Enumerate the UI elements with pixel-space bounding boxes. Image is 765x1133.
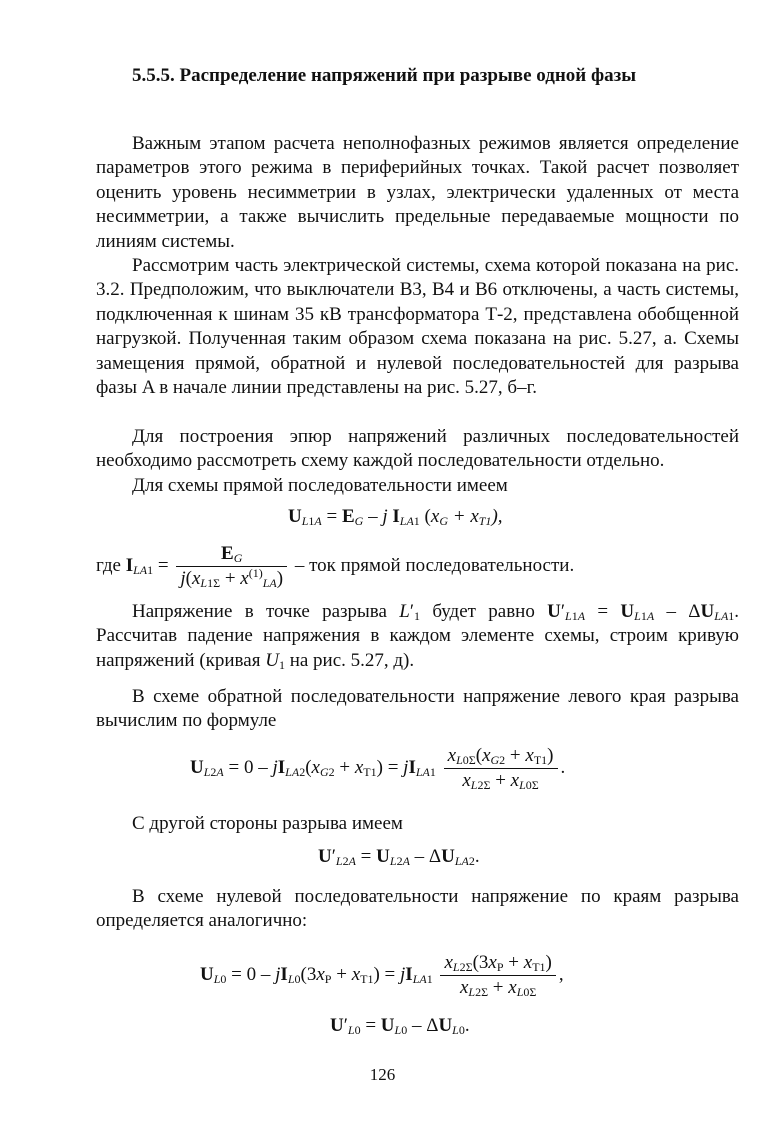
paragraph-zero-sequence: В схеме нулевой последовательности напряжение по краям разрыва определяется аналогично: xyxy=(96,886,739,932)
formula-u-l0-prime: $U'_{L0} = U_{L0} - \Delta U_{L0}$. xyxy=(330,1015,470,1037)
page-number: 126 xyxy=(369,1065,396,1084)
positive-current-label: – ток прямой последовательности. xyxy=(294,554,575,576)
paragraph-negative-sequence: В схеме обратной последовательности напряжение левого края разрыва вычислим по формуле xyxy=(96,686,739,732)
paragraph-system-description: Рассмотрим часть электрической системы, схема которой показана на рис. 3.2. Предположим, что выключатели В3, В4 и В6 отключены, а часть системы, подключенная к шинам 35 кВ трансформатора Т-2, представлена обобщенной нагрузкой. Полученная таким образом схема показана на рис. 5.27, а. Схемы замещения прямой, обратной и нулевой последовательностей для разрыва фазы A в начале линии представлены на рис. 5.27, б–г. xyxy=(96,255,739,399)
paragraph-other-side: С другой стороны разрыва имеем xyxy=(132,813,403,834)
formula-i-la1-line: где $I_{LA1}$ = $\frac{E_G}{j(x_{L1\Sigma} + x^{(1)}_{LA})}$ – ток прямой последовательности. xyxy=(96,543,575,590)
fraction-i-la1: $\frac{E_G}{j(x_{L1\Sigma} + x^{(1)}_{LA})}$ xyxy=(176,543,287,590)
fraction-u-l2a: $\frac{x_{L0\Sigma}(x_{G2} + x_{T1})}{x_{L2\Sigma} + x_{L0\Sigma}}$ xyxy=(444,745,558,792)
section-heading: 5.5.5. Распределение напряжений при разрыве одной фазы xyxy=(132,65,637,86)
formula-u-l0: $U_{L0} = 0 - jI_{L0}(3x_P + x_{T1}) = jI_{LA1}$ $\frac{x_{L2\Sigma}(3x_P + x_{T1})}{x_{L2\Sigma} + x_{L0\Sigma}}$ , xyxy=(200,952,564,999)
where-label: где xyxy=(96,554,121,576)
paragraph-positive-sequence: Для схемы прямой последовательности имеем xyxy=(132,475,508,496)
paragraph-intro: Важным этапом расчета неполнофазных режимов является определение параметров этого режима в периферийных точках. Такой расчет позволяет оценить уровень несимметрии в узлах, электрически удаленных от места несимметрии, а также вычислить предельные передаваемые мощности по линиям системы. xyxy=(96,133,739,252)
formula-u-l1a: $U_{L1A} = E_G - j$ $I_{LA1}$ $(x_G + x_{T1})$, xyxy=(288,506,503,528)
formula-u-l2a-prime: $U'_{L2A} = U_{L2A} - \Delta U_{LA2}$. xyxy=(318,846,480,868)
paragraph-epures: Для построения эпюр напряжений различных последовательностей необходимо рассмотреть схему каждой последовательности отдельно. xyxy=(96,426,739,472)
formula-u-l2a: $U_{L2A} = 0 - jI_{LA2}(x_{G2} + x_{T1}) = jI_{LA1}$ $\frac{x_{L0\Sigma}(x_{G2} + x_{T1})}{x_{L2\Sigma} + x_{L0\Sigma}}$ . xyxy=(190,745,566,792)
fraction-u-l0: $\frac{x_{L2\Sigma}(3x_P + x_{T1})}{x_{L2\Sigma} + x_{L0\Sigma}}$ xyxy=(440,952,555,999)
paragraph-break-voltage: Напряжение в точке разрыва $L'_1$ будет равно $U'_{L1A} = U_{L1A} - \Delta U_{LA1}$. Рассчитав падение напряжения в каждом элементе схемы, строим кривую напряжений (кривая $U_1$ на рис. 5.27, д). xyxy=(96,601,740,672)
